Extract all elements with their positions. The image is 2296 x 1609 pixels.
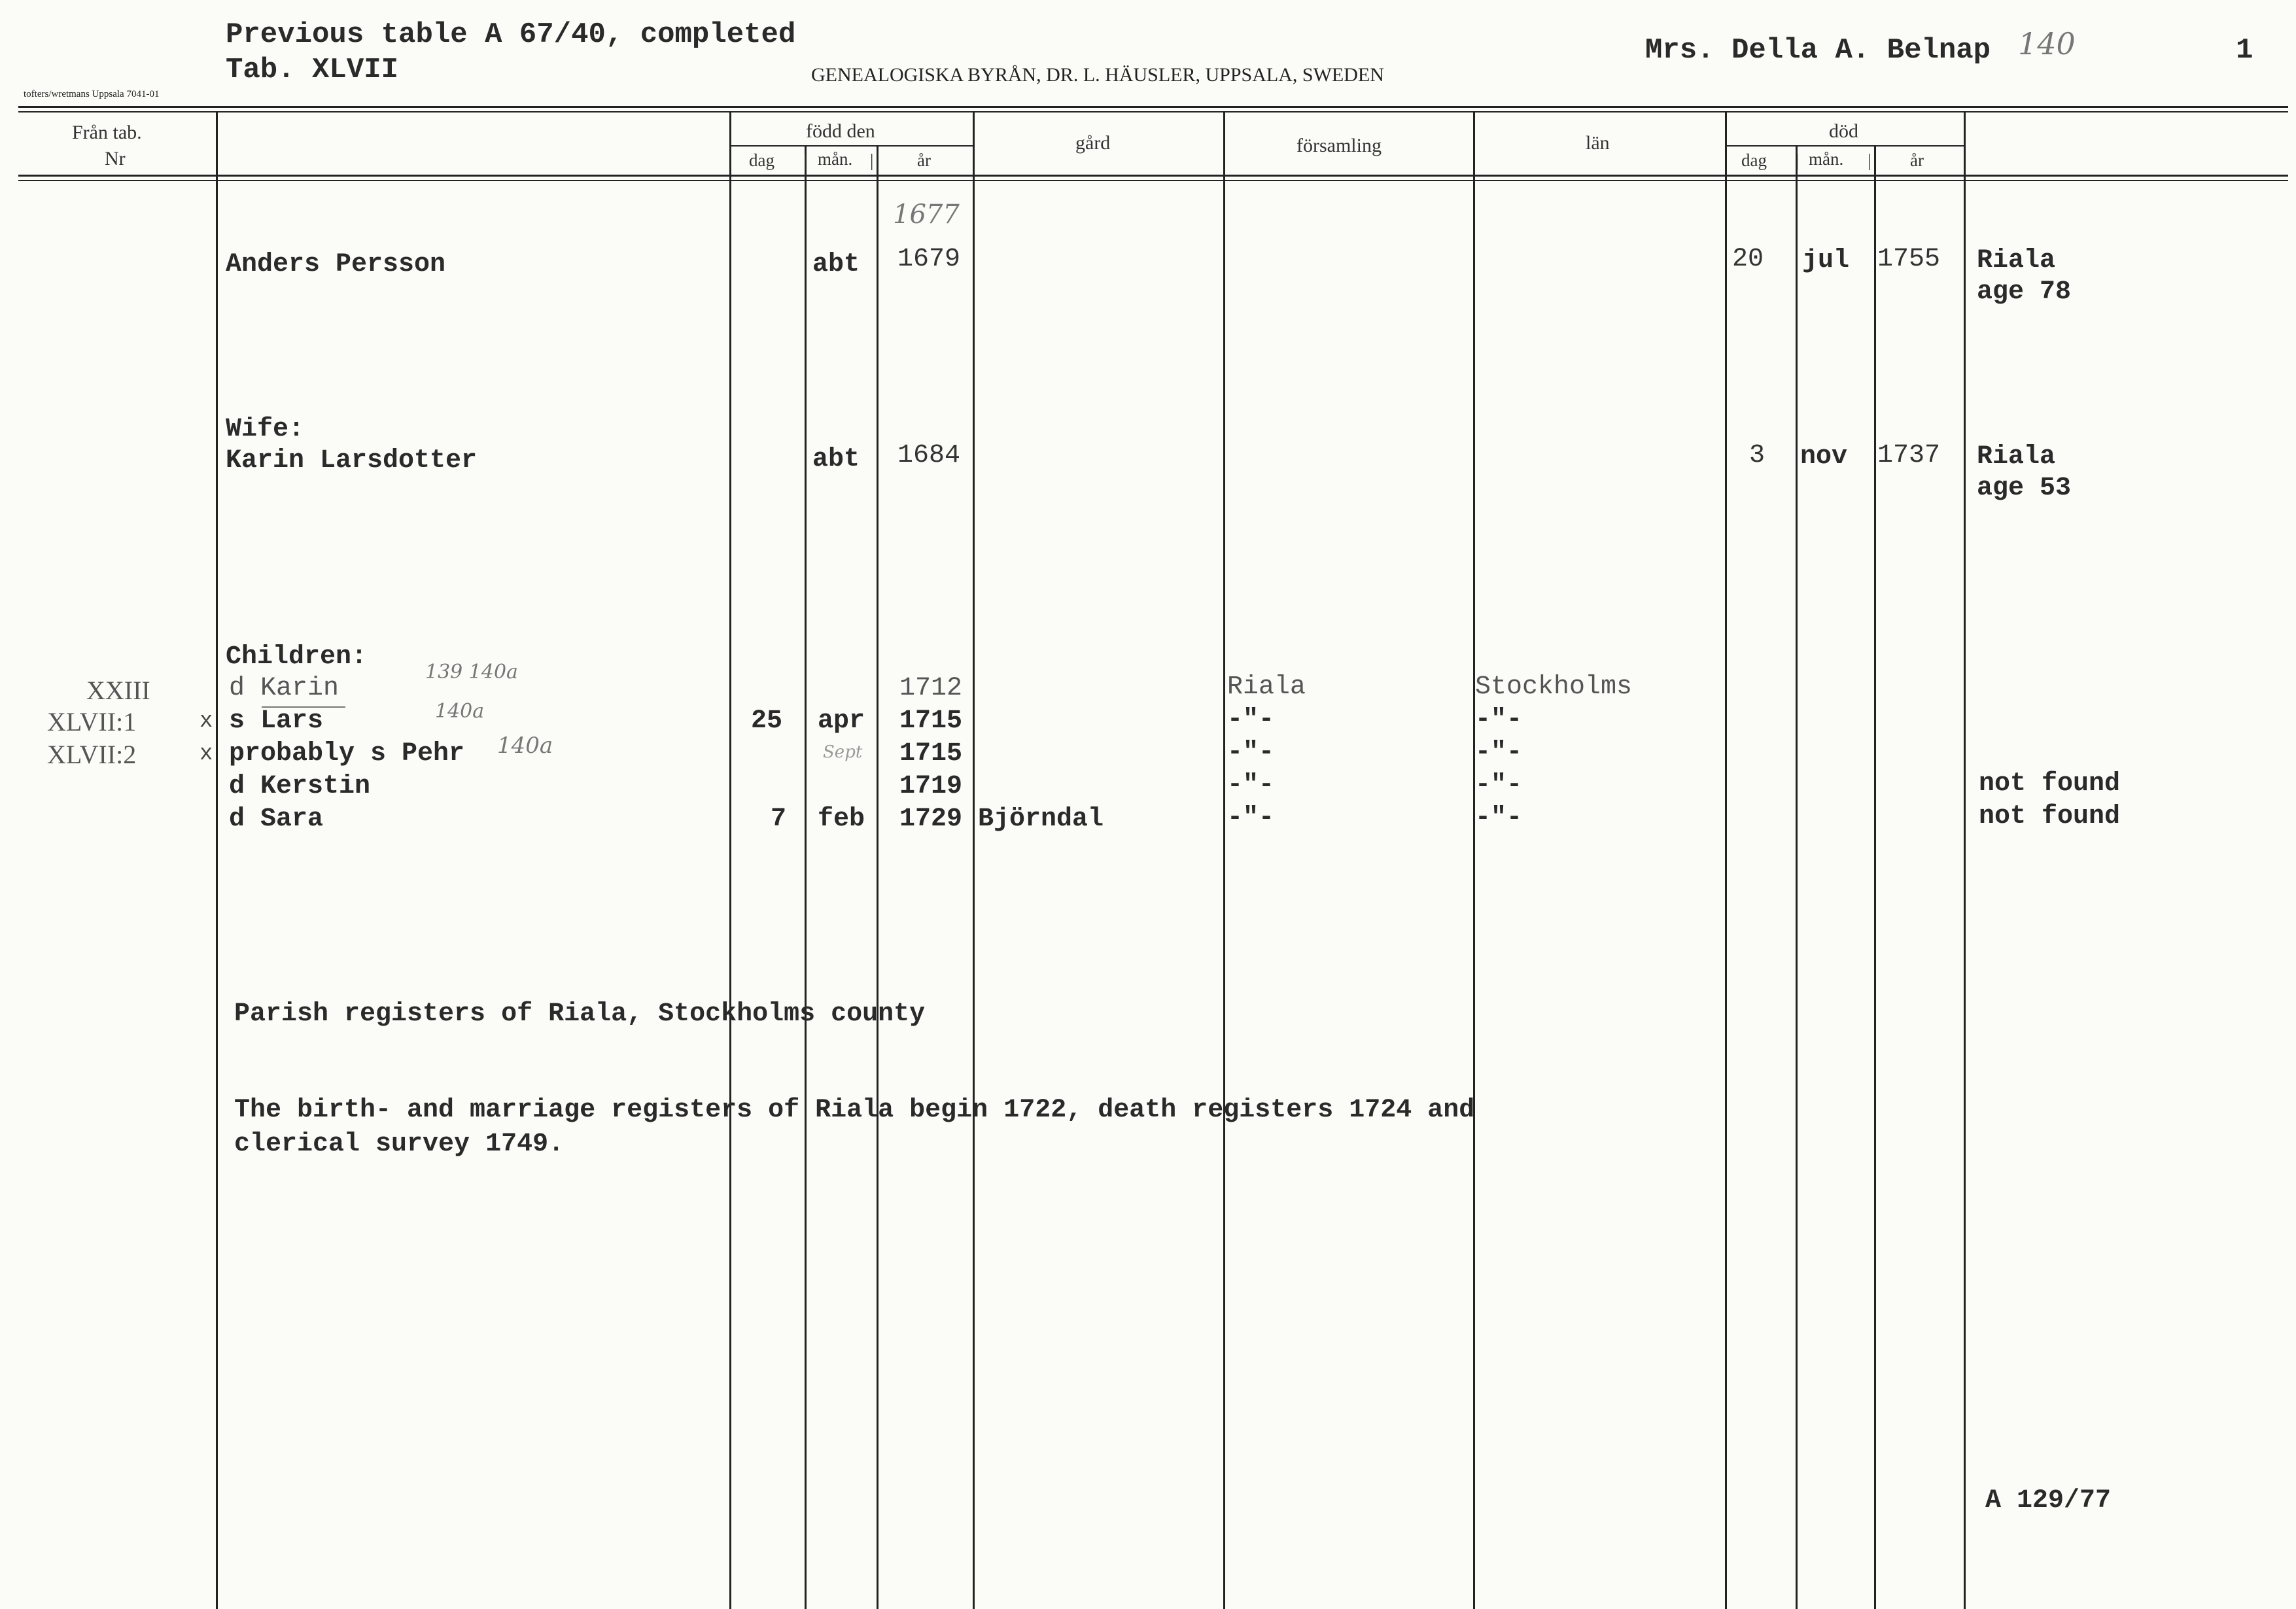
child-birth-year: 1715: [899, 739, 963, 769]
child-mark: x: [200, 709, 213, 734]
children-label: Children:: [226, 642, 368, 672]
child-name: d Sara: [229, 804, 324, 834]
col-sep-gard: [973, 111, 975, 1609]
col-header-gard: gård: [1075, 132, 1111, 154]
child-birth-year: 1715: [899, 706, 963, 736]
child-handwritten-note: 140a: [435, 700, 485, 723]
child-ref: XLVII:1: [47, 707, 137, 736]
dod-sub-rule: [1725, 145, 1964, 147]
page-number: 1: [2236, 34, 2253, 67]
col-sep-birth-year: [877, 145, 878, 1609]
child-birth-month: feb: [818, 804, 865, 834]
source-note: Parish registers of Riala, Stockholms county: [234, 999, 926, 1029]
col-header-death-day: dag: [1741, 150, 1767, 170]
header-rule-double: [18, 180, 2288, 181]
person-death-age: age 78: [1977, 277, 2072, 307]
child-lan: -"-: [1475, 803, 1523, 833]
col-header-fran-tab: Från tab.: [72, 122, 142, 143]
wife-death-month: nov: [1800, 442, 1848, 472]
col-header-birth-year: år: [917, 150, 931, 170]
child-ref: XLVII:2: [47, 740, 137, 769]
wife-name: Karin Larsdotter: [226, 446, 478, 476]
child-ref: XXIII: [86, 676, 150, 705]
child-remark: not found: [1979, 802, 2121, 831]
fodd-sub-rule: [729, 145, 973, 147]
col-sep-remarks: [1964, 111, 1966, 1609]
child-gard: Björndal: [978, 804, 1104, 834]
previous-table-note: Previous table A 67/40, completed: [226, 18, 796, 51]
child-birth-year: 1712: [899, 674, 963, 703]
register-note-line2: clerical survey 1749.: [234, 1130, 565, 1159]
handwritten-page-number: 140: [2018, 26, 2076, 61]
col-sep-death-month: [1796, 145, 1798, 1609]
header-tick: |: [870, 150, 874, 170]
col-sep-names: [216, 111, 218, 1609]
col-header-death-year: år: [1910, 150, 1924, 170]
child-name: d Kerstin: [229, 772, 371, 801]
register-note-line1: The birth- and marriage registers of Riala begin 1722, death registers 1724 and: [234, 1096, 1475, 1125]
wife-death-day: 3: [1749, 441, 1765, 470]
wife-death-place: Riala: [1977, 442, 2056, 472]
wife-birth-month: abt: [812, 445, 860, 474]
col-header-death-month: mån.: [1809, 149, 1844, 169]
col-sep-birth-month: [805, 145, 807, 1609]
child-birth-month-handwritten: Sept: [823, 742, 863, 762]
child-birth-year: 1719: [899, 772, 963, 801]
header-rule: [18, 175, 2288, 177]
header-tick: |: [1868, 150, 1871, 170]
child-name: s Lars: [229, 706, 324, 736]
wife-death-year: 1737: [1877, 441, 1941, 470]
child-lan: -"-: [1475, 738, 1523, 767]
child-birth-month: apr: [818, 706, 865, 736]
person-name: Anders Persson: [226, 250, 446, 279]
child-handwritten-note: 139 140a: [425, 661, 518, 683]
col-header-dod: död: [1829, 120, 1858, 142]
child-forsamling: -"-: [1227, 770, 1275, 800]
child-remark: not found: [1979, 769, 2121, 799]
col-header-forsamling: församling: [1296, 135, 1382, 156]
child-forsamling: -"-: [1227, 738, 1275, 767]
child-forsamling: -"-: [1227, 705, 1275, 735]
wife-label: Wife:: [226, 415, 305, 444]
client-name: Mrs. Della A. Belnap: [1645, 34, 1991, 67]
header-tick: |: [803, 150, 807, 170]
col-header-birth-month: mån.: [818, 149, 853, 169]
tab-label: Tab. XLVII: [226, 54, 399, 86]
col-sep-forsamling: [1223, 111, 1225, 1609]
col-sep-death-day: [1725, 111, 1727, 1609]
wife-death-age: age 53: [1977, 474, 2072, 503]
person-death-day: 20: [1732, 245, 1764, 274]
person-birth-month: abt: [812, 250, 860, 279]
child-lan: -"-: [1475, 770, 1523, 800]
person-death-place: Riala: [1977, 246, 2056, 275]
bureau-name: GENEALOGISKA BYRÅN, DR. L. HÄUSLER, UPPSALA, SWEDEN: [811, 64, 1384, 86]
col-header-fodd-den: född den: [806, 120, 875, 142]
child-handwritten-note: 140a: [497, 733, 553, 759]
handwritten-birth-year: 1677: [893, 199, 960, 230]
child-name: d Karin: [229, 674, 339, 703]
person-death-year: 1755: [1877, 245, 1941, 274]
header-tick: |: [1796, 150, 1800, 170]
child-lan: Stockholms: [1475, 672, 1633, 702]
wife-birth-year: 1684: [897, 441, 961, 470]
col-header-nr: Nr: [105, 148, 126, 169]
col-header-birth-day: dag: [749, 150, 774, 170]
printer-note: tofters/wretmans Uppsala 7041-01: [24, 89, 160, 99]
col-sep-birth-day: [729, 111, 731, 1609]
top-rule-double: [18, 111, 2288, 112]
col-header-lan: län: [1586, 132, 1610, 154]
col-sep-death-year: [1874, 145, 1876, 1609]
child-lan: -"-: [1475, 705, 1523, 735]
footer-reference: A 129/77: [1985, 1486, 2112, 1515]
person-death-month: jul: [1802, 246, 1850, 275]
col-sep-lan: [1473, 111, 1475, 1609]
child-birth-day: 7: [771, 804, 787, 834]
child-forsamling: Riala: [1227, 672, 1306, 702]
person-birth-year: 1679: [897, 245, 961, 274]
child-name: probably s Pehr: [229, 739, 465, 769]
child-birth-year: 1729: [899, 804, 963, 834]
child-forsamling: -"-: [1227, 803, 1275, 833]
child-birth-day: 25: [751, 706, 783, 736]
top-rule: [18, 106, 2288, 108]
child-mark: x: [200, 742, 213, 767]
